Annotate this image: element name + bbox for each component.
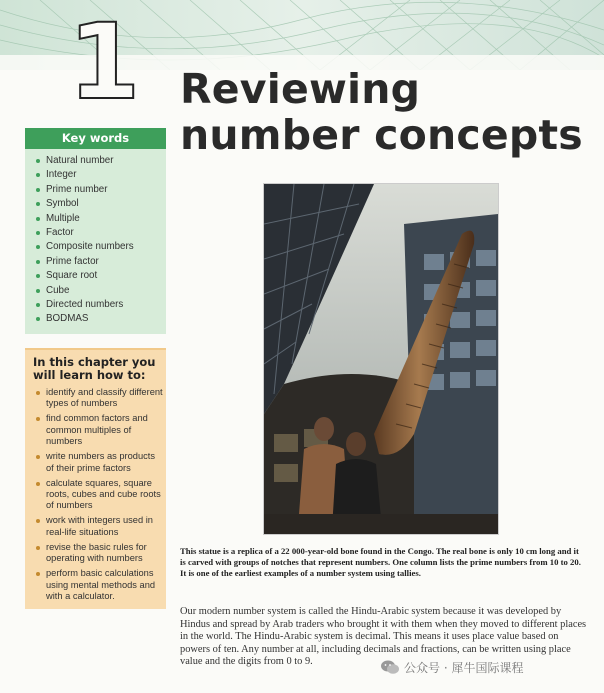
key-word-item: Symbol xyxy=(35,197,166,211)
key-word-item: Square root xyxy=(35,269,166,283)
objective-item: calculate squares, square roots, cubes and cube roots of numbers xyxy=(35,478,163,512)
objective-item: perform basic calculations using mental methods and with a calculator. xyxy=(35,568,163,602)
watermark xyxy=(380,657,523,677)
chapter-title: Reviewing number concepts xyxy=(180,65,583,159)
key-word-item: Composite numbers xyxy=(35,240,166,254)
key-words-box xyxy=(25,128,166,334)
objective-item: find common factors and common multiples of numbers xyxy=(35,413,163,447)
learning-objectives-box xyxy=(25,348,166,609)
key-word-item: Factor xyxy=(35,226,166,240)
key-word-item: Multiple xyxy=(35,212,166,226)
intro-paragraph: Our modern number system is called the Hindu-Arabic system because it was developed by Hindus and spread by Arab traders who brought it with them when they moved to different places in the world. The Hindu-Arabic system is decimal. This means it uses place value based on powers of ten. Any number at all, including decimals and fractions, can be written using place value and the digits from 0 to 9. xyxy=(180,606,587,668)
statue-photo xyxy=(264,184,498,534)
learning-objectives-list xyxy=(25,385,166,602)
key-word-item: Cube xyxy=(35,284,166,298)
key-words-list xyxy=(25,149,166,327)
key-word-item: BODMAS xyxy=(35,312,166,326)
key-word-item: Directed numbers xyxy=(35,298,166,312)
objective-item: revise the basic rules for operating with numbers xyxy=(35,542,163,565)
key-word-item: Prime number xyxy=(35,183,166,197)
objective-item: identify and classify different types of numbers xyxy=(35,387,163,410)
watermark-text: 公众号 · 犀牛国际课程 xyxy=(404,660,524,675)
wechat-icon xyxy=(380,660,400,675)
key-word-item: Natural number xyxy=(35,154,166,168)
photo-caption: This statue is a replica of a 22 000-year-old bone found in the Congo. The real bone is only 10 cm long and it is carved with groups of notches that represent numbers. One column lists the prime numbers from 10 to 20. It is one of the earliest examples of a number system using tallies. xyxy=(180,546,581,579)
learning-objectives-heading: In this chapter you will learn how to: xyxy=(33,355,156,382)
key-words-heading: Key words xyxy=(25,128,166,149)
key-word-item: Integer xyxy=(35,168,166,182)
chapter-number: 1 xyxy=(68,1,141,123)
key-word-item: Prime factor xyxy=(35,255,166,269)
objective-item: write numbers as products of their prime factors xyxy=(35,451,163,474)
objective-item: work with integers used in real-life situations xyxy=(35,515,163,538)
